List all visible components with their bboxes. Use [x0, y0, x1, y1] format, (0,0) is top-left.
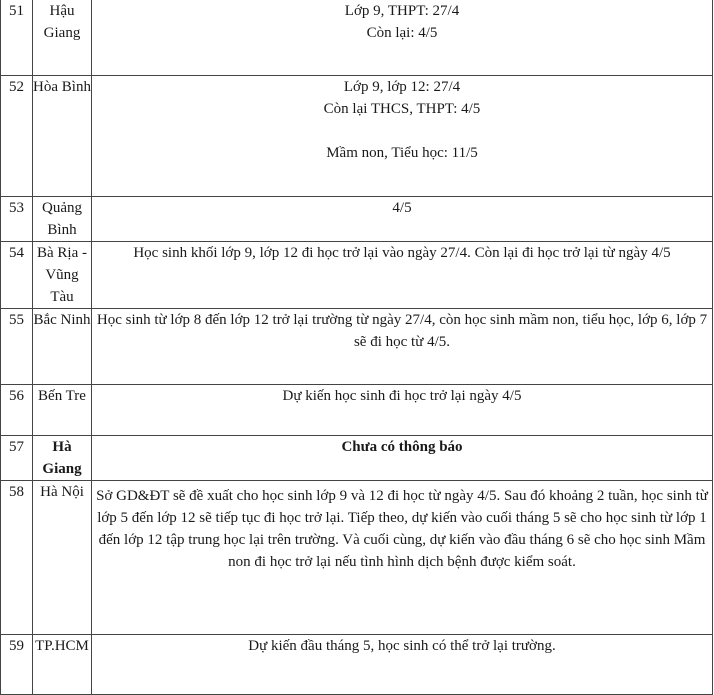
table-row — [1, 635, 713, 695]
row-number: 59 — [1, 635, 33, 695]
province-name: Hà Giang — [33, 436, 92, 481]
schedule-line: 4/5 — [392, 200, 412, 216]
row-number: 56 — [1, 385, 33, 436]
schedule-line: Còn lại THCS, THPT: 4/5 — [323, 101, 481, 117]
schedule-line: Lớp 9, lớp 12: 27/4 — [343, 79, 461, 95]
row-number: 58 — [1, 481, 33, 635]
schedule-line: Sở GD&ĐT sẽ đề xuất cho học sinh lớp 9 và 12 đi học từ ngày 4/5. Sau đó khoảng 2 tuần, học sinh từ lớp 5 đến lớp 12 sẽ tiếp tục đi học trở lại. Tiếp theo, dự kiến vào cuối tháng 5 sẽ cho học sinh từ lớp 1 đến lớp 12 tập trung học lại trên trường. Và cuối cùng, dự kiến vào đầu tháng 6 sẽ cho học sinh Mầm non đi học trở lại nếu tình hình dịch bệnh được kiểm soát. — [96, 488, 708, 570]
schedule-info — [92, 436, 713, 481]
schedule-info — [92, 0, 713, 76]
row-number: 57 — [1, 436, 33, 481]
province-name: TP.HCM — [33, 635, 92, 695]
schedule-line: Lớp 9, THPT: 27/4 — [344, 3, 460, 19]
table-row — [1, 309, 713, 385]
table-row — [1, 197, 713, 242]
province-name: Hậu Giang — [33, 0, 92, 76]
table-row — [1, 0, 713, 76]
schedule-line: Còn lại: 4/5 — [366, 25, 438, 41]
table-row — [1, 385, 713, 436]
row-number: 55 — [1, 309, 33, 385]
province-name: Bến Tre — [33, 385, 92, 436]
schedule-info — [92, 197, 713, 242]
schedule-info — [92, 635, 713, 695]
table-row — [1, 481, 713, 635]
row-number: 52 — [1, 76, 33, 197]
row-number: 51 — [1, 0, 33, 76]
schedule-line: Học sinh khối lớp 9, lớp 12 đi học trở lại vào ngày 27/4. Còn lại đi học trở lại từ ngày 4/5 — [133, 245, 671, 261]
schedule-line: Học sinh từ lớp 8 đến lớp 12 trở lại trường từ ngày 27/4, còn học sinh mầm non, tiểu học, lớp 6, lớp 7 sẽ đi học từ 4/5. — [96, 312, 708, 350]
row-number: 53 — [1, 197, 33, 242]
blank-line — [92, 120, 712, 142]
table-row — [1, 242, 713, 309]
schedule-line: Dự kiến học sinh đi học trở lại ngày 4/5 — [282, 388, 522, 404]
province-name: Bà Rịa - Vũng Tàu — [33, 242, 92, 309]
province-name: Bắc Ninh — [33, 309, 92, 385]
schedule-line: Dự kiến đầu tháng 5, học sinh có thể trở lại trường. — [248, 638, 556, 654]
province-name: Hòa Bình — [33, 76, 92, 197]
province-name: Quảng Bình — [33, 197, 92, 242]
schedule-info — [92, 76, 713, 197]
table-row — [1, 436, 713, 481]
schedule-info — [92, 242, 713, 309]
schedule-line: Chưa có thông báo — [341, 439, 463, 455]
schedule-info — [92, 481, 713, 635]
province-name: Hà Nội — [33, 481, 92, 635]
schedule-line: Mầm non, Tiểu học: 11/5 — [326, 145, 478, 161]
row-number: 54 — [1, 242, 33, 309]
table-row — [1, 76, 713, 197]
schedule-info — [92, 309, 713, 385]
schedule-info — [92, 385, 713, 436]
